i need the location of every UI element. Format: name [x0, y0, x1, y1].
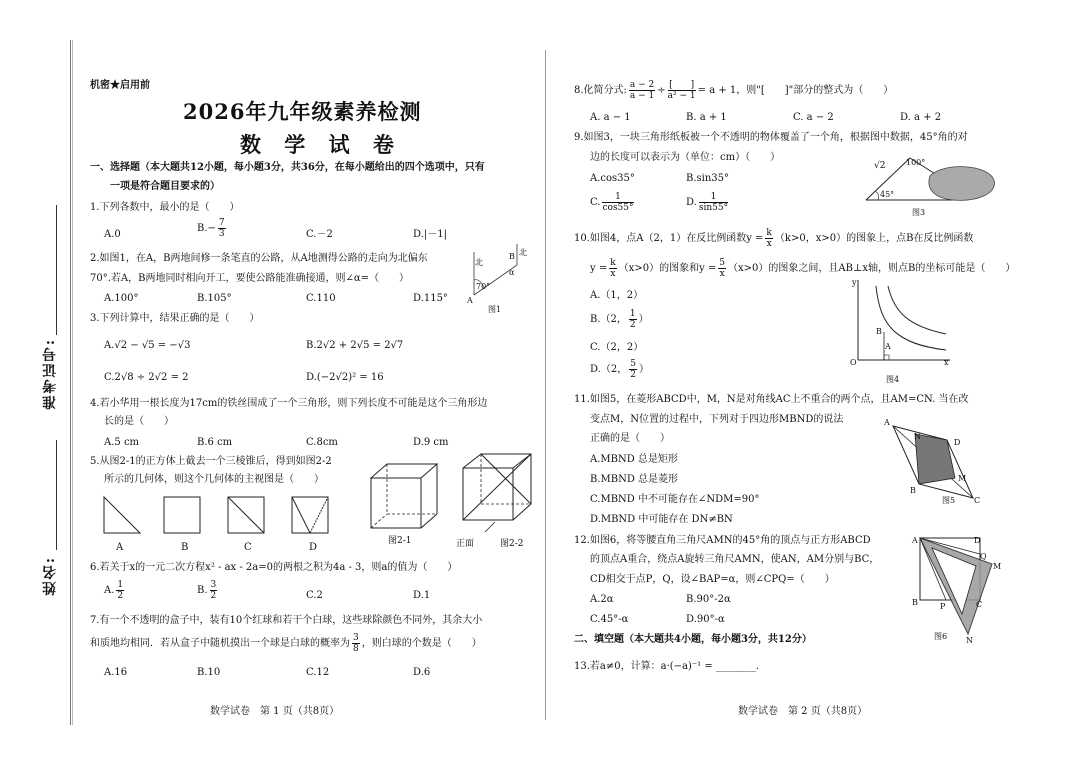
- fig4-point-a: A: [885, 342, 891, 351]
- q10-option-b: B.（2， $\frac{1}{2}$ ）: [590, 309, 649, 330]
- q10-option-c: C.（2，2）: [590, 342, 644, 353]
- q11-option-d: D.MBND 中可能存在 DN≠BN: [590, 514, 733, 525]
- fig1-point-b: B: [509, 252, 515, 261]
- q6-option-a: A. $\frac{1}{2}$: [104, 580, 124, 601]
- q5-line2: 所示的几何体，则这个几何体的主视图是（ ）: [104, 474, 324, 485]
- fig5-point-b: B: [910, 486, 916, 495]
- q6-option-b: B. $\frac{3}{2}$: [197, 580, 217, 601]
- fig6-point-m: M: [993, 562, 1002, 571]
- page-1-footer: 数学试卷 第 1 页（共8页）: [210, 706, 340, 717]
- q11-line2: 变点M，N位置的过程中，下列对于四边形MBND的说法: [590, 414, 844, 425]
- q9-option-d: D. $\frac{1}{\sin 55^\circ}$: [686, 192, 729, 213]
- q1-option-a: A.0: [104, 229, 121, 240]
- page-2-footer: 数学试卷 第 2 页（共8页）: [738, 706, 868, 717]
- q12-option-a: A.2α: [590, 594, 614, 605]
- fig5-point-d: D: [954, 438, 961, 447]
- q4-option-c: C.8cm: [306, 437, 338, 448]
- q7-line2: 和质地均相同．若从盒子中随机摸出一个球是白球的概率为 $\frac{3}{8}$ ，则白球的个数是（ ）: [90, 633, 482, 654]
- q9-line2: 边的长度可以表示为（单位：cm）（ ）: [590, 152, 781, 163]
- q12-line3: CD相交于点P，Q，设∠BAP=α，则∠CPQ=（ ）: [590, 574, 835, 585]
- q6-option-d: D.1: [413, 590, 431, 601]
- fig4-origin: O: [850, 358, 857, 367]
- figure-4: [846, 276, 956, 371]
- exam-no-underline: [56, 205, 57, 335]
- fig6-point-q: Q: [980, 552, 987, 561]
- section1-heading: 一、选择题（本大题共12小题，每小题3分，共36分，在每小题给出的四个选项中，只有: [90, 162, 485, 173]
- q5-line1: 5.从图2-1的正方体上截去一个三棱锥后，得到如图2-2: [90, 456, 332, 467]
- fig4-point-b: B: [876, 327, 882, 336]
- q3-stem: 3.下列计算中，结果正确的是（ ）: [90, 313, 260, 324]
- q4-line1: 4.若小华用一根长度为17cm的铁丝围成了一个三角形，则下列长度不可能是这个三角形边: [90, 398, 488, 409]
- q2-option-c: C.110: [306, 293, 336, 304]
- fig3-caption: 图3: [912, 208, 926, 217]
- fig1-north-a: 北: [475, 258, 483, 267]
- q7-option-c: C.12: [306, 667, 330, 678]
- exam-subtitle: 数 学 试 卷: [240, 132, 402, 157]
- q9-option-b: B.sin35°: [686, 173, 730, 184]
- fig6-point-n: N: [966, 636, 973, 645]
- figure-6: [910, 530, 1005, 640]
- q2-line1: 2.如图1，在A，B两地间修一条笔直的公路，从A地测得公路的走向为北偏东: [90, 253, 428, 264]
- binding-line-right: [72, 40, 73, 725]
- section1-heading-line2: 一项是符合题目要求的）: [110, 181, 220, 192]
- q11-line3: 正确的是（ ）: [590, 433, 670, 444]
- fig4-x: x: [944, 358, 949, 367]
- q5-label-a: A: [116, 542, 124, 553]
- fig4-y: y: [852, 278, 857, 287]
- q9-option-c: C. $\frac{1}{\cos 55^\circ}$: [590, 192, 634, 213]
- q1-option-b: B.− $\frac{7}{3}$: [197, 218, 225, 239]
- q4-option-b: B.6 cm: [197, 437, 233, 448]
- q8-option-d: D. a + 2: [900, 112, 942, 123]
- q8-option-b: B. a + 1: [686, 112, 727, 123]
- secret-label: 机密★启用前: [90, 80, 150, 91]
- exam-title: 2026年九年级素养检测: [183, 99, 422, 124]
- fig3-side: √2: [874, 161, 886, 171]
- q4-line2: 长的是（ ）: [104, 416, 174, 427]
- q11-option-c: C.MBND 中不可能存在∠NDM=90°: [590, 494, 760, 505]
- q8-stem: 8.化简分式: $\frac{a - 2}{a - 1}$ ÷ $\frac{[ ]}{\text{a² − 1}}$ = a + 1，则"[ ]"部分的整式为（ ）: [574, 80, 894, 101]
- q3-option-a: A.√2 − √5 = −√3: [104, 340, 191, 351]
- q4-option-a: A.5 cm: [104, 437, 140, 448]
- exam-no-label: 准考证号:: [42, 338, 58, 410]
- q1-option-d: D.|－1|: [413, 229, 447, 240]
- q4-option-d: D.9 cm: [413, 437, 449, 448]
- q12-line2: 的顶点A重合，绕点A旋转三角尺AMN，使AN，AM分别与BC，: [590, 554, 880, 565]
- fig5-point-a: A: [884, 418, 890, 427]
- q9-line1: 9.如图3，一块三角形纸板被一个不透明的物体覆盖了一个角，根据图中数据，45°角的对: [574, 132, 968, 143]
- fig2-1-caption: 图2-1: [388, 536, 412, 546]
- q2-option-a: A.100°: [104, 293, 139, 304]
- fig6-point-c: C: [976, 600, 983, 609]
- fig5-caption: 图5: [942, 496, 956, 505]
- q9-option-a: A.cos35°: [590, 173, 635, 184]
- name-label: 姓名:: [42, 556, 58, 596]
- q13-stem: 13.若a≠0，计算：a·(−a)⁻¹ = ________.: [574, 661, 760, 672]
- q10-line1: 10.如图4，点A（2，1）在反比例函数y = $\frac{k}{x}$ （k>0，x>0）的图象上，点B在反比例函数: [574, 228, 974, 249]
- fig1-angle: 70°: [476, 282, 491, 291]
- fig5-point-n: N: [914, 432, 921, 441]
- fig6-caption: 图6: [934, 632, 948, 641]
- q3-option-c: C.2√8 ÷ 2√2 = 2: [104, 372, 189, 383]
- q11-option-b: B.MBND 总是菱形: [590, 474, 679, 485]
- page-divider: [545, 50, 546, 720]
- fig5-point-m: M: [958, 474, 967, 483]
- q3-option-b: B.2√2 + 2√5 = 2√7: [306, 340, 404, 351]
- fig2-2-front: 正面: [456, 539, 475, 549]
- name-underline: [56, 440, 57, 550]
- fig6-point-b: B: [912, 598, 918, 607]
- fig1-caption: 图1: [488, 305, 502, 314]
- fig3-angle-45: 45°: [880, 190, 895, 199]
- q7-option-a: A.16: [104, 667, 128, 678]
- q3-option-d: D.(−2√2)² = 16: [306, 372, 384, 383]
- q1-stem: 1.下列各数中，最小的是（ ）: [90, 202, 240, 213]
- q12-option-b: B.90°-2α: [686, 594, 731, 605]
- fig6-point-d: D: [974, 536, 981, 545]
- fig6-point-p: P: [940, 602, 946, 611]
- figure-2-2: [455, 450, 540, 535]
- q5-label-c: C: [244, 542, 252, 553]
- q12-option-d: D.90°-α: [686, 614, 725, 625]
- fig1-alpha: α: [509, 268, 515, 277]
- q5-label-b: B: [181, 542, 189, 553]
- q2-line2: 70°.若A，B两地同时相向开工，要使公路能准确接通，则∠α=（ ）: [90, 273, 409, 284]
- q12-option-c: C.45°-α: [590, 614, 629, 625]
- fig4-caption: 图4: [886, 375, 900, 384]
- q10-line2: y = $\frac{k}{x}$ （x>0）的图象和y = $\frac{5}{x}$ （x>0）的图象之间，且AB⊥x轴，则点B的坐标可能是（ ）: [590, 258, 1016, 279]
- fig2-2-caption: 图2-2: [500, 539, 524, 549]
- q8-option-a: A. a − 1: [590, 112, 631, 123]
- q7-option-d: D.6: [413, 667, 431, 678]
- q6-option-c: C.2: [306, 590, 323, 601]
- q7-option-b: B.10: [197, 667, 221, 678]
- q10-option-a: A.（1，2）: [590, 290, 644, 301]
- fig3-angle-100: 100°: [906, 158, 926, 167]
- fig5-point-c: C: [974, 496, 981, 505]
- q11-line1: 11.如图5，在菱形ABCD中，M，N是对角线AC上不重合的两个点，且AM=CN. 当在改: [574, 394, 969, 405]
- fig1-north-b: 北: [519, 248, 527, 257]
- q1-option-c: C.－2: [306, 229, 333, 240]
- q7-line1: 7.有一个不透明的盒子中，装有10个红球和若干个白球，这些球除颜色不同外，其余大小: [90, 615, 483, 626]
- q8-option-c: C. a − 2: [793, 112, 834, 123]
- q11-option-a: A.MBND 总是矩形: [590, 454, 678, 465]
- q6-stem: 6.若关于x的一元二次方程x² - ax - 2a=0的两根之积为4a - 3，则a的值为（ ）: [90, 562, 458, 573]
- q2-option-b: B.105°: [197, 293, 232, 304]
- figure-5: [885, 418, 985, 503]
- fig1-point-a: A: [467, 296, 473, 305]
- binding-line-left: [70, 40, 71, 725]
- section2-heading: 二、填空题（本大题共4小题，每小题3分，共12分）: [574, 634, 812, 645]
- q12-line1: 12.如图6，将等腰直角三角尺AMN的45°角的顶点与正方形ABCD: [574, 535, 871, 546]
- q2-option-d: D.115°: [413, 293, 448, 304]
- q5-option-figures: [100, 493, 340, 538]
- q10-option-d: D.（2， $\frac{5}{2}$ ）: [590, 359, 649, 380]
- q5-label-d: D: [309, 542, 318, 553]
- figure-2-1: [365, 458, 445, 533]
- fig6-point-a: A: [912, 536, 918, 545]
